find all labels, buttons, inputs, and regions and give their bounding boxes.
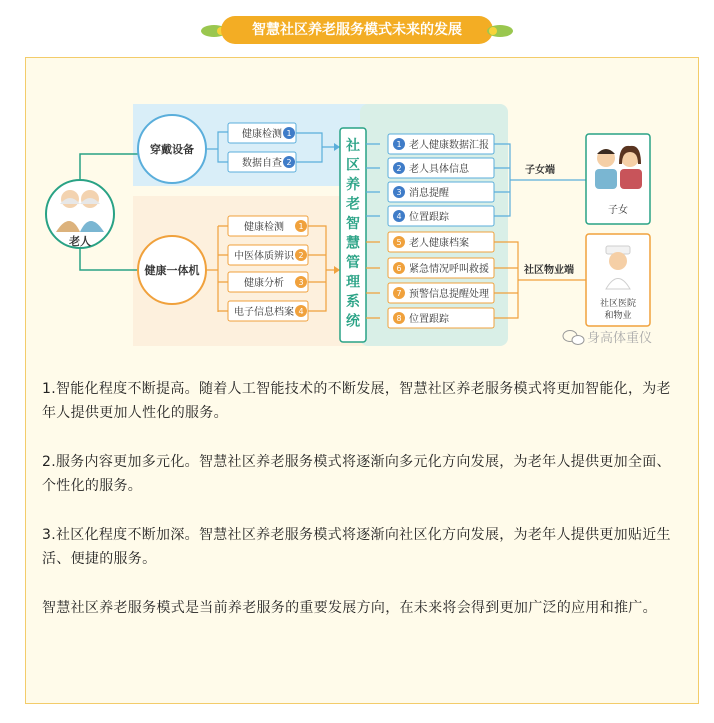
svg-text:位置跟踪: 位置跟踪 [409,314,449,325]
system-label-char: 慧 [346,235,360,252]
output-item [388,134,494,154]
svg-text:紧急情况呼叫救援: 紧急情况呼叫救援 [409,264,489,275]
svg-text:5: 5 [396,238,402,247]
wearable-label: 穿戴设备 [150,143,194,156]
paragraph: 智慧社区养老服务模式是当前养老服务的重要发展方向，在未来将会得到更加广泛的应用和推广。 [42,600,657,616]
svg-text:3: 3 [396,188,402,197]
system-label-char: 系 [346,294,360,310]
terminal-item [228,272,308,292]
output-item [388,206,494,226]
svg-text:消息提醒: 消息提醒 [409,188,449,199]
smart-eldercare-diagram [40,74,686,354]
property-label-2: 和物业 [604,311,632,321]
terminal-item [228,216,308,236]
output-item [388,158,494,178]
svg-text:中医体质辨识: 中医体质辨识 [234,251,294,262]
property-node [586,234,650,326]
svg-text:位置跟踪: 位置跟踪 [409,212,449,223]
terminal-item [228,245,308,265]
system-label-char: 老 [346,196,360,213]
elder-node [46,180,114,248]
svg-text:2: 2 [286,158,292,167]
svg-text:8: 8 [396,314,402,323]
svg-text:1: 1 [396,140,402,149]
wechat-icon [563,331,584,345]
svg-text:4: 4 [298,307,304,316]
svg-text:7: 7 [396,289,402,298]
svg-text:电子信息档案: 电子信息档案 [234,307,294,318]
svg-text:老人健康档案: 老人健康档案 [409,238,469,249]
leaf-right-icon [485,22,515,40]
watermark [563,330,652,346]
output-item [388,182,494,202]
svg-text:6: 6 [396,264,402,273]
children-end-label: 子女端 [525,165,555,176]
terminal-label: 健康一体机 [144,264,200,277]
children-label: 子女 [608,205,628,216]
nurse-icon [609,252,627,270]
svg-text:1: 1 [286,129,292,138]
system-label-char: 区 [346,157,360,174]
system-label-char: 社 [346,138,360,154]
paragraph: 2.服务内容更加多元化。智慧社区养老服务模式将逐渐向多元化方向发展，为老年人提供更加全面、个性化的服务。 [42,454,671,494]
svg-text:老人具体信息: 老人具体信息 [409,164,469,175]
page-title: 智慧社区养老服务模式未来的发展 [252,22,462,38]
system-label-char: 管 [346,255,360,271]
wearable-item [228,152,296,172]
output-item [388,232,494,252]
paragraph: 3.社区化程度不断加深。智慧社区养老服务模式将逐渐向社区化方向发展，为老年人提供更加贴近生活、便捷的服务。 [42,527,671,567]
svg-text:身高体重仪: 身高体重仪 [587,331,653,346]
system-label-char: 理 [346,274,360,291]
svg-text:4: 4 [396,212,402,221]
property-label-1: 社区医院 [599,299,637,309]
system-label-char: 智 [346,216,360,232]
svg-text:健康检测: 健康检测 [244,222,284,233]
wearable-item [228,123,296,143]
system-label-char: 养 [346,177,360,193]
title-banner [199,12,515,48]
property-end-label: 社区物业端 [524,265,574,276]
svg-text:1: 1 [298,222,304,231]
output-item [388,258,494,278]
svg-text:2: 2 [396,164,402,173]
children-node [586,134,650,224]
output-item [388,283,494,303]
svg-text:2: 2 [298,251,304,260]
elder-label: 老人 [69,235,91,248]
svg-text:预警信息提醒处理: 预警信息提醒处理 [409,289,489,300]
terminal-item [228,301,308,321]
svg-text:健康检测: 健康检测 [242,129,282,140]
svg-text:3: 3 [298,278,304,287]
paragraph: 1.智能化程度不断提高。随着人工智能技术的不断发展，智慧社区养老服务模式将更加智能化，为老年人提供更加人性化的服务。 [42,381,671,421]
output-item [388,308,494,328]
system-label-char: 统 [346,313,360,330]
svg-text:健康分析: 健康分析 [244,278,284,289]
svg-text:老人健康数据汇报: 老人健康数据汇报 [409,140,489,151]
svg-text:数据自查: 数据自查 [242,158,282,169]
